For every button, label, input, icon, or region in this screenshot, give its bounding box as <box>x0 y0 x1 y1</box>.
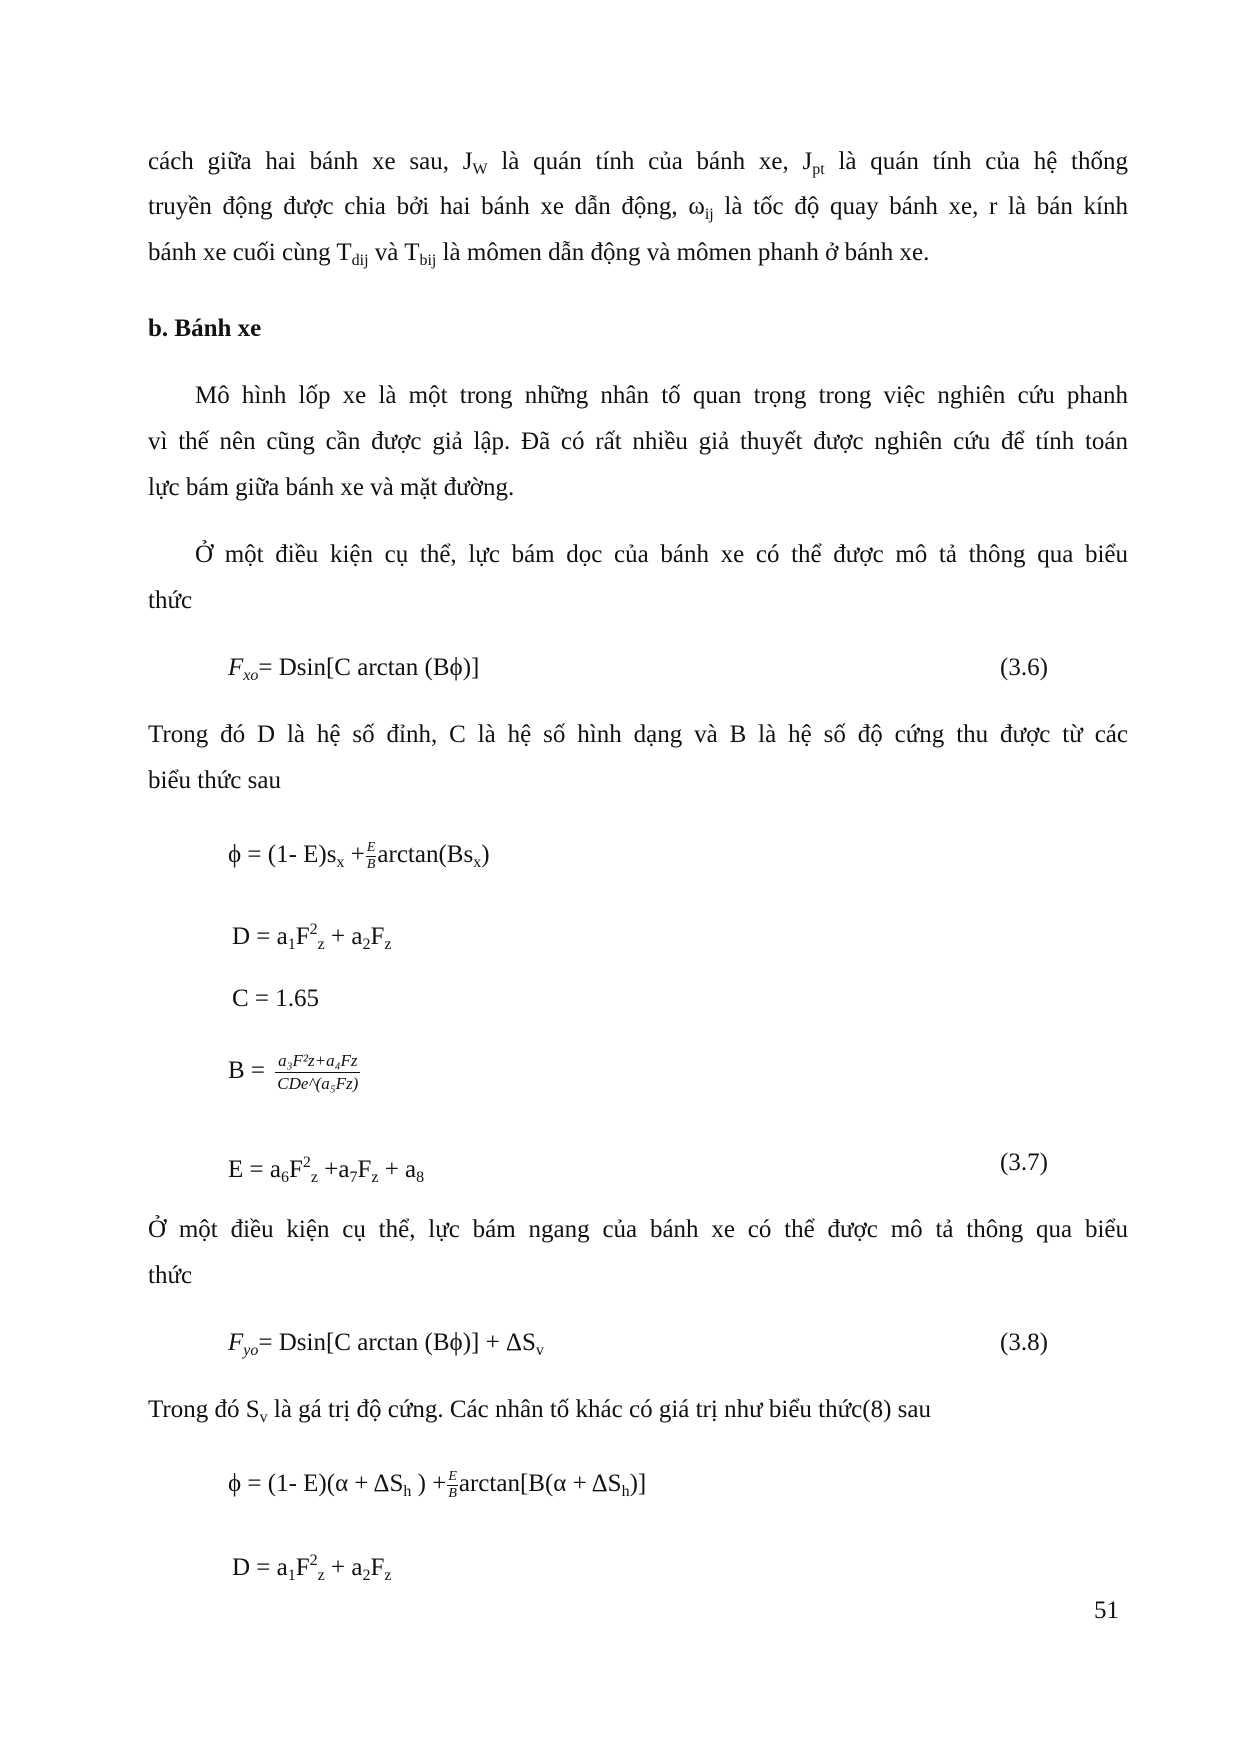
equation-c: C = 1.65 <box>232 985 320 1012</box>
equation-d-2: $D = a_1F^2_z + a_2F_z$ <box>232 1552 392 1584</box>
fraction-e-over-b: $\frac{E}{B}$ <box>366 839 376 872</box>
para1-line-2: vì thế nên cũng cần được giả lập. Đã có rất nhiều giả thuyết được nghiên cứu để tính toán <box>148 428 1128 455</box>
para2-line-2: thức <box>148 587 193 614</box>
equation-3-8: $F_{yo}= Dsin[C$ $\arctan (B\phi)] + \Delta S_v$ <box>228 1329 544 1359</box>
equation-phi-2: ϕ = (1- $E)(\alpha + \Delta S_h$ ) + $\frac{E}{B}$ $\arctan[B(\alpha + \Delta S_h)]$ <box>228 1468 647 1501</box>
intro-line-3: bánh xe cuối cùng $T_{dij}$ và $T_{bij}$ là mômen dẫn động và mômen phanh ở bánh xe. <box>148 239 930 269</box>
equation-phi-1: ϕ = (1- $E)s_x$ + $\frac{E}{B}$ $\arctan(Bs_x)$ <box>228 839 490 872</box>
equation-number-3-7: (3.7) <box>1000 1149 1048 1176</box>
para4-line-1: Ở một điều kiện cụ thể, lực bám ngang của bánh xe có thể được mô tả thông qua biểu <box>148 1216 1128 1243</box>
fraction-b: $\frac{\text{a₃F²z+a₄Fz}}{\text{CDe\textasciicircum{}(a₅Fz)}}$ <box>277 1051 359 1093</box>
equation-d-1: $D = a_1F^2_z + a_2F_z$ <box>232 921 392 953</box>
page-number: 51 <box>1094 1597 1119 1624</box>
para5-line-1: Trong đó $S_v$ là gá trị độ cứng. Các nhân tố khác có giá trị như biểu thức(8) sau <box>148 1396 931 1426</box>
equation-3-7: $E = a_6F^2_z +a_7F_z + a_8$ <box>228 1154 425 1186</box>
fraction-e-over-b-2: $\frac{E}{B}$ <box>448 1468 457 1501</box>
para4-line-2: thức <box>148 1262 193 1289</box>
equation-number-3-8: (3.8) <box>1000 1329 1048 1356</box>
equation-b: B = $\frac{\text{a₃F²z+a₄Fz}}{\text{CDe\textasciicircum{}(a₅Fz)}}$ <box>228 1051 359 1093</box>
para1-line-3: lực bám giữa bánh xe và mặt đường. <box>148 474 515 501</box>
equation-number-3-6: (3.6) <box>1000 654 1048 681</box>
intro-line-2: truyền động được chia bởi hai bánh xe dẫn động, $\omega_{ij}$ là tốc độ quay bánh xe, r là bán kính <box>148 193 1128 223</box>
para3-line-2: biểu thức sau <box>148 767 281 794</box>
intro-line-1: cách giữa hai bánh xe sau, $J_W$ là quán tính của bánh xe, $J_{pt}$ là quán tính của hệ thống <box>148 148 1128 178</box>
para2-line-1: Ở một điều kiện cụ thể, lực bám dọc của bánh xe có thể được mô tả thông qua biểu <box>195 541 1128 568</box>
para3-line-1: Trong đó D là hệ số đỉnh, C là hệ số hình dạng và B là hệ số độ cứng thu được từ các <box>148 721 1128 748</box>
section-heading: b. Bánh xe <box>148 315 262 342</box>
para1-line-1: Mô hình lốp xe là một trong những nhân tố quan trọng trong việc nghiên cứu phanh <box>195 382 1128 409</box>
equation-3-6: $F_{xo}= Dsin[C$ arctan (Bϕ)] <box>228 654 480 684</box>
